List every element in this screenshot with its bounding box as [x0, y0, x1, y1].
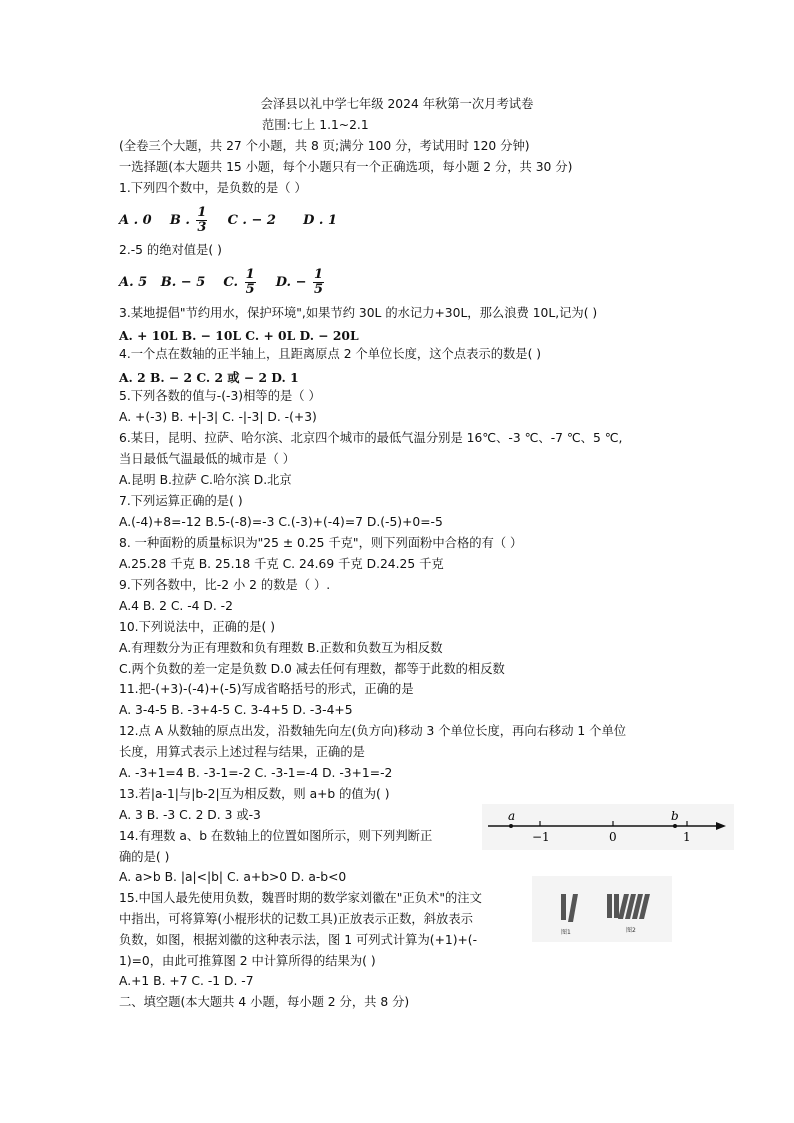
q15-line-4: 1)=0，由此可推算图 2 中计算所得的结果为( ): [119, 954, 376, 968]
q1-options: [119, 206, 337, 235]
q3-stem: 3.某地提倡"节约用水，保护环境",如果节约 30L 的水记力+30L，那么浪费 10L,记为( ): [119, 306, 598, 320]
q8-stem: 8. 一种面粉的质量标识为"25 ± 0.25 千克"，则下列面粉中合格的有（ ）: [119, 536, 523, 550]
tick-label-neg1: −1: [532, 830, 550, 844]
q4-stem: 4.一个点在数轴的正半轴上，且距离原点 2 个单位长度，这个点表示的数是( ): [119, 347, 542, 361]
q13-stem: 13.若|a-1|与|b-2|互为相反数，则 a+b 的值为( ): [119, 787, 390, 801]
q2-option-d-fraction: $\frac{1}{5}$: [314, 267, 324, 297]
fig2-upright-rod: [607, 894, 612, 918]
q12-options: A. -3+1=4 B. -3-1=-2 C. -3-1=-4 D. -3+1=-2: [119, 766, 393, 780]
fig1-caption: 图1: [561, 929, 571, 936]
figure-background: [482, 804, 734, 850]
fig2-upright-rod: [614, 894, 619, 918]
exam-range: 范围:七上 1.1~2.1: [262, 118, 369, 132]
q15-counting-rods-figure: [532, 876, 672, 942]
q6-options: A.昆明 B.拉萨 C.哈尔滨 D.北京: [119, 473, 292, 487]
q1-option-b-fraction: $\frac{1}{3}$: [197, 205, 207, 235]
q6-stem: 6.某日，昆明、拉萨、哈尔滨、北京四个城市的最低气温分别是 16℃、-3 ℃、-7 ℃、5 ℃,: [119, 431, 623, 445]
q1-option-b: B .: [169, 213, 190, 228]
section-2-title: 二、填空题(本大题共 4 小题，每小题 2 分，共 8 分): [119, 995, 410, 1009]
q11-stem: 11.把-(+3)-(-4)+(-5)写成省略括号的形式，正确的是: [119, 682, 414, 696]
tick-label-1: 1: [683, 830, 691, 844]
q14-stem-2: 确的是( ): [119, 850, 170, 864]
q10-stem: 10.下列说法中，正确的是( ): [119, 620, 276, 634]
q2-stem: 2.-5 的绝对值是( ): [119, 243, 222, 257]
q2-option-a: A. 5: [119, 275, 148, 290]
q1-option-a: A . 0: [119, 213, 152, 228]
q14-number-line-figure: [482, 804, 734, 850]
q14-options: A. a>b B. |a|<|b| C. a+b>0 D. a-b<0: [119, 870, 347, 884]
q12-stem-2: 长度，用算式表示上述过程与结果，正确的是: [119, 745, 365, 759]
q5-options: A. +(-3) B. +|-3| C. -|-3| D. -(+3): [119, 410, 317, 424]
fig2-caption: 图2: [626, 927, 636, 934]
q15-line-2: 中指出，可将算筹(小棍形状的记数工具)正放表示正数，斜放表示: [119, 912, 473, 926]
q6-stem-2: 当日最低气温最低的城市是（ ）: [119, 452, 296, 466]
q9-stem: 9.下列各数中，比-2 小 2 的数是（ ）.: [119, 578, 331, 592]
q1-option-d: D . 1: [303, 213, 338, 228]
q14-stem: 14.有理数 a、b 在数轴上的位置如图所示，则下列判断正: [119, 829, 433, 843]
q9-options: A.4 B. 2 C. -4 D. -2: [119, 599, 233, 613]
q8-options: A.25.28 千克 B. 25.18 千克 C. 24.69 千克 D.24.25 千克: [119, 557, 444, 571]
q3-options: A. + 10L B. − 10L C. + 0L D. − 20L: [119, 328, 359, 343]
q1-stem: 1.下列四个数中，是负数的是（ ）: [119, 181, 307, 195]
q2-options: [119, 268, 326, 297]
exam-title: 会泽县以礼中学七年级 2024 年秋第一次月考试卷: [260, 97, 534, 111]
exam-note: (全卷三个大题，共 27 个小题，共 8 页;满分 100 分，考试用时 120 分钟): [119, 139, 530, 153]
q10-options-2: C.两个负数的差一定是负数 D.0 减去任何有理数，都等于此数的相反数: [119, 662, 505, 676]
q13-options: A. 3 B. -3 C. 2 D. 3 或-3: [119, 808, 261, 822]
q15-line-1: 15.中国人最先使用负数，魏晋时期的数学家刘徽在"正负术"的注文: [119, 891, 482, 905]
point-b: [673, 824, 677, 828]
section-1-title: 一选择题(本大题共 15 小题，每个小题只有一个正确选项，每小题 2 分，共 30 分): [119, 160, 573, 174]
q15-line-3: 负数，如图，根据刘徽的这种表示法，图 1 可列式计算为(+1)+(-: [119, 933, 478, 947]
q12-stem: 12.点 A 从数轴的原点出发，沿数轴先向左(负方向)移动 3 个单位长度，再向右移动 1 个单位: [119, 724, 627, 738]
q5-stem: 5.下列各数的值与-(-3)相等的是（ ）: [119, 389, 321, 403]
q11-options: A. 3-4-5 B. -3+4-5 C. 3-4+5 D. -3-4+5: [119, 703, 353, 717]
q2-option-d: D. −: [275, 275, 307, 290]
q7-stem: 7.下列运算正确的是( ): [119, 494, 243, 508]
q4-options: A. 2 B. − 2 C. 2 或 − 2 D. 1: [119, 370, 299, 385]
q2-option-b: B. − 5: [160, 275, 206, 290]
q7-options: A.(-4)+8=-12 B.5-(-8)=-3 C.(-3)+(-4)=7 D.(-5)+0=-5: [119, 515, 443, 529]
q15-options: A.+1 B. +7 C. -1 D. -7: [119, 974, 254, 988]
q2-option-c-fraction: $\frac{1}{5}$: [245, 267, 255, 297]
q10-options-1: A.有理数分为正有理数和负有理数 B.正数和负数互为相反数: [119, 641, 443, 655]
q2-option-c: C.: [223, 275, 239, 290]
point-a: [509, 824, 513, 828]
q1-option-c: C . − 2: [227, 213, 276, 228]
fig1-upright-rod: [561, 894, 566, 920]
figure-background: [532, 876, 672, 942]
label-b: b: [671, 809, 679, 823]
tick-label-0: 0: [609, 830, 617, 844]
label-a: a: [508, 809, 516, 823]
